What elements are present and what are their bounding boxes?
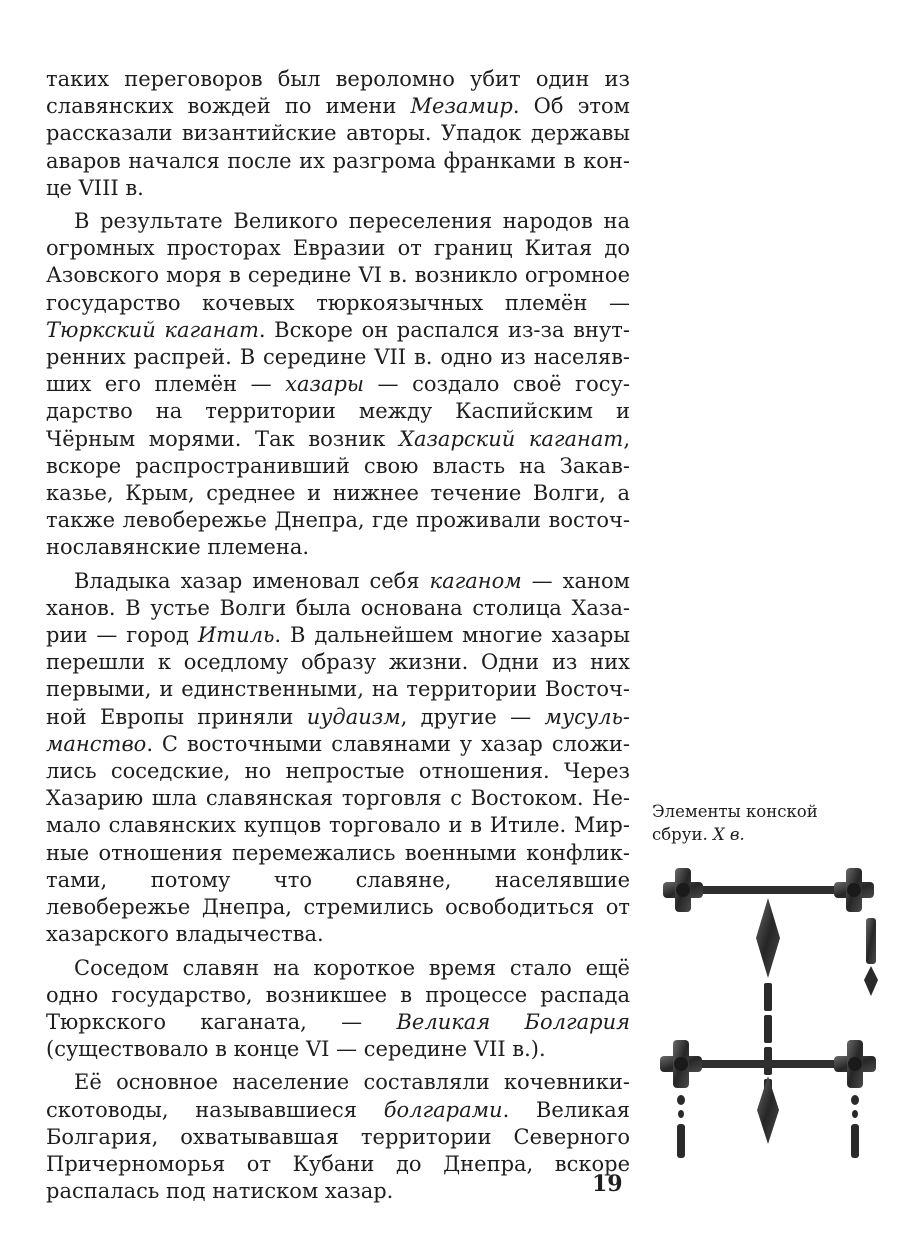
- italic-term: Мезамир: [410, 94, 513, 119]
- harness-cross-bottom-right: [834, 1040, 876, 1088]
- harness-beads-left: [677, 1095, 685, 1158]
- paragraph: [46, 955, 630, 1064]
- text-run: . Вскоре он распался из-за внутренних распрей. В середине VII в. одно из населявших его племён —: [46, 317, 630, 397]
- caption-century: X в.: [712, 825, 745, 844]
- text-run: — создало своё государство на территории между Каспийским и Чёрным морями. Так возник: [46, 372, 630, 451]
- horse-harness-illustration: [648, 848, 888, 1178]
- italic-term: Итиль: [197, 623, 275, 648]
- harness-bottom-bar: [688, 1060, 848, 1068]
- harness-diamond-lower: [757, 1076, 779, 1144]
- main-text-column: [46, 66, 630, 1211]
- italic-term: мусульманство: [46, 704, 630, 756]
- italic-term: болгарами: [383, 1097, 503, 1122]
- paragraph: [46, 1069, 630, 1205]
- text-run: . Великая Болгария, охватывавшая территории Северного Причерноморья от Кубани до Днепра, вскоре распалась под натиском хазар.: [46, 1097, 630, 1204]
- harness-diamond-upper: [756, 898, 780, 978]
- text-run: Владыка хазар именовал себя: [74, 568, 430, 593]
- harness-beads-right: [851, 1095, 859, 1158]
- italic-term: Великая Болгария: [396, 1009, 630, 1034]
- text-run: , вскоре распространивший свою власть на Закавказье, Крым, среднее и нижнее течение Волги, а также левобережье Днепра, где проживали восточнославянские племена.: [46, 426, 631, 560]
- harness-cross-top-right: [834, 868, 874, 912]
- text-run: . В дальнейшем многие хазары перешли к оседлому образу жизни. Одни из них первыми, и единственными, на территории Восточной Европы приняли: [46, 623, 630, 729]
- harness-cross-bottom-left: [660, 1040, 702, 1088]
- caption-line-2: сбруи.: [652, 825, 713, 844]
- italic-term: каганом: [429, 568, 522, 593]
- paragraph: [46, 66, 630, 202]
- text-run: . С восточными славянами у хазар сложились соседские, но непростые отношения. Через Хазарию шла славянская торговля с Востоком. Немало славянских купцов торговало и в Итиле. Мирные отношения перемежались военными конфликтами, потому что славяне, населявшие левобережье Днепра, стремились освободиться от хазарского владычества.: [46, 731, 630, 947]
- paragraph: [46, 208, 630, 562]
- text-run: Её основное население составляли кочевники-скотоводы, называвшиеся: [46, 1070, 630, 1122]
- text-run: таких переговоров был вероломно убит один из славянских вождей по имени: [46, 67, 630, 119]
- harness-top-bar: [688, 886, 848, 894]
- italic-term: Тюркский каганат: [46, 317, 259, 342]
- harness-cross-top-left: [663, 868, 703, 912]
- text-run: Соседом славян на короткое время стало ещё одно государство, возникшее в процессе распада Тюркского каганата, —: [46, 955, 630, 1034]
- page-number: 19: [592, 1171, 623, 1197]
- text-run: — ханом ханов. В устье Волги была основана столица Хазарии — город: [46, 568, 630, 648]
- paragraph: [46, 568, 630, 949]
- text-run: (существовало в конце VI — середине VII в.).: [46, 1037, 546, 1062]
- italic-term: Хазарский каганат: [399, 426, 624, 451]
- harness-side-pendant: [864, 918, 878, 996]
- caption-line-1: Элементы конской: [652, 802, 818, 821]
- italic-term: иудаизм: [306, 704, 401, 729]
- text-run: , другие —: [400, 704, 545, 729]
- figure-caption: [652, 800, 852, 846]
- text-run: . Об этом рассказали византийские авторы. Упадок державы аваров начался после их разгрома франками в конце VIII в.: [46, 94, 630, 200]
- italic-term: хазары: [285, 372, 365, 397]
- text-run: В результате Великого переселения народов на огромных просторах Евразии от границ Китая до Азовского моря в середине VI в. возникло огромное государство кочевых тюркоязычных племён —: [46, 209, 630, 315]
